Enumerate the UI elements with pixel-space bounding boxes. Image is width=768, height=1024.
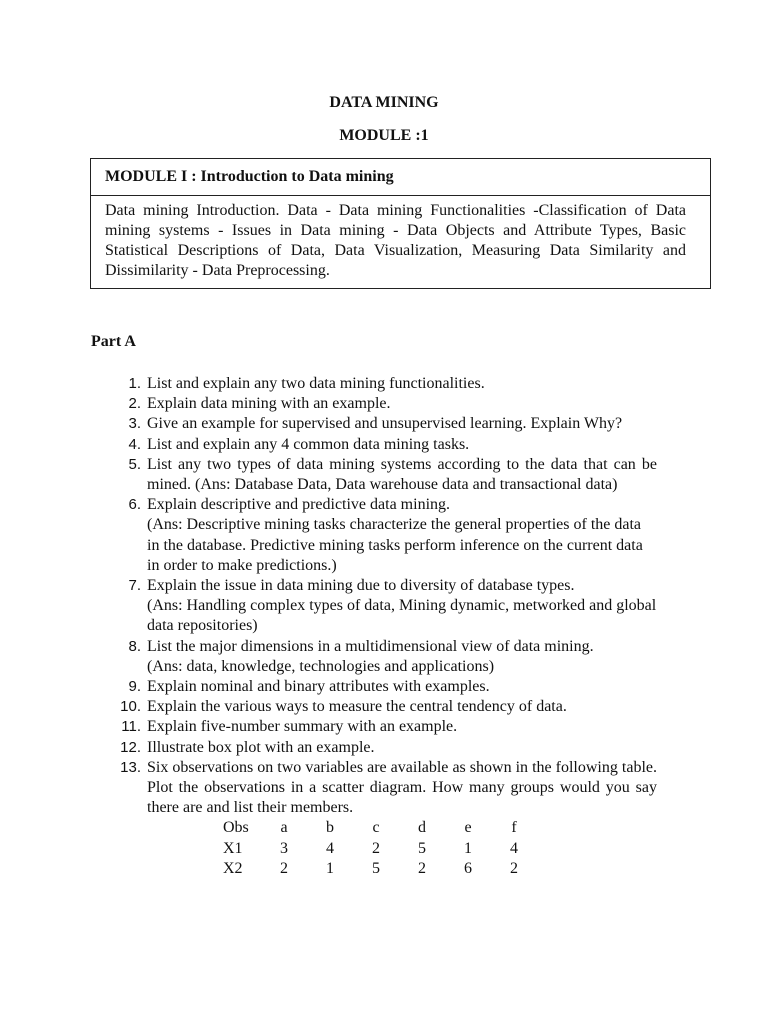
question-text <box>147 637 657 677</box>
question-item <box>91 738 657 758</box>
part-a-heading: Part A <box>91 333 136 350</box>
question-number: 8. <box>128 637 141 655</box>
question-text: Explain five-number summary with an example. <box>147 718 458 736</box>
table-cell: e <box>464 819 472 837</box>
table-cell: f <box>511 819 517 837</box>
question-item <box>91 455 657 495</box>
question-text: List and explain any 4 common data mining tasks. <box>147 435 470 453</box>
table-cell: 4 <box>326 839 334 857</box>
question-item <box>91 394 657 414</box>
question-text <box>147 576 657 637</box>
question-item <box>91 495 657 576</box>
question-number: 3. <box>128 415 141 433</box>
table-cell: 2 <box>280 859 288 877</box>
question-number: 11. <box>121 718 141 736</box>
table-cell: 1 <box>464 839 472 857</box>
document-title: DATA MINING <box>329 94 439 111</box>
question-prompt: Explain the issue in data mining due to diversity of database types. <box>147 577 575 595</box>
question-number: 6. <box>128 496 141 514</box>
table-cell: 2 <box>418 859 426 877</box>
question-item <box>91 717 657 737</box>
question-item <box>91 576 657 637</box>
table-cell: 6 <box>464 859 472 877</box>
table-cell: b <box>326 819 334 837</box>
question-number: 4. <box>128 435 141 453</box>
question-text: Explain data mining with an example. <box>147 395 391 413</box>
question-prompt: Explain descriptive and predictive data mining. <box>147 496 451 514</box>
module-description: Data mining Introduction. Data - Data mining Functionalities -Classification of Data mining systems - Issues in Data mining - Data Objects and Attribute Types, Basic Statistical Descriptions of Data, Data Visualization, Measuring Data Similarity and Dissimilarity - Data Preprocessing. <box>105 202 686 279</box>
question-number: 10. <box>120 698 141 716</box>
table-cell: 4 <box>510 839 518 857</box>
table-cell: c <box>372 819 380 837</box>
observation-header-row <box>223 818 537 838</box>
question-answer: (Ans: Descriptive mining tasks characterize the general properties of the data in the database. Predictive mining tasks perform inference on the current data in order to make predictions.) <box>147 516 643 574</box>
question-number: 13. <box>120 758 141 776</box>
module-number-title: MODULE :1 <box>339 127 429 144</box>
question-text: Explain nominal and binary attributes with examples. <box>147 678 490 696</box>
observation-table <box>223 818 537 879</box>
question-number: 9. <box>128 678 141 696</box>
question-text: Explain the various ways to measure the central tendency of data. <box>147 698 567 716</box>
question-number: 1. <box>128 375 141 392</box>
question-list <box>91 374 657 879</box>
question-item <box>91 435 657 455</box>
observation-row <box>223 839 537 859</box>
module-heading: MODULE I : Introduction to Data mining <box>91 159 710 196</box>
table-cell: 2 <box>372 839 380 857</box>
question-item <box>91 414 657 434</box>
question-answer: (Ans: Handling complex types of data, Mining dynamic, metworked and global data repositories) <box>147 597 657 635</box>
table-cell: 1 <box>326 859 334 877</box>
question-item <box>91 697 657 717</box>
table-cell: 5 <box>372 859 380 877</box>
question-text: List and explain any two data mining functionalities. <box>147 375 485 392</box>
question-item <box>91 758 657 879</box>
question-item <box>91 677 657 697</box>
table-cell: d <box>418 819 426 837</box>
question-text <box>147 495 657 576</box>
question-number: 12. <box>120 738 141 756</box>
table-cell: X1 <box>223 839 243 857</box>
question-number: 7. <box>128 577 141 595</box>
table-cell: 2 <box>510 859 518 877</box>
question-text: Give an example for supervised and unsupervised learning. Explain Why? <box>147 415 623 433</box>
question-item <box>91 374 657 394</box>
table-cell: X2 <box>223 859 243 877</box>
question-text <box>147 758 657 879</box>
question-prompt: Six observations on two variables are available as shown in the following table. Plot the observations in a scatter diagram. How many groups would you say there are and list their members. <box>147 758 657 817</box>
table-cell: 5 <box>418 839 426 857</box>
question-number: 5. <box>128 455 141 473</box>
table-cell: 3 <box>280 839 288 857</box>
question-item <box>91 637 657 677</box>
question-text: Illustrate box plot with an example. <box>147 738 375 756</box>
observation-row <box>223 859 537 879</box>
table-cell: Obs <box>223 819 249 837</box>
question-prompt: List the major dimensions in a multidimensional view of data mining. <box>147 637 594 655</box>
question-text: List any two types of data mining systems according to the data that can be mined. (Ans: Database Data, Data warehouse data and transactional data) <box>147 455 657 494</box>
question-answer: (Ans: data, knowledge, technologies and applications) <box>147 657 495 675</box>
table-cell: a <box>280 819 288 837</box>
module-summary-table <box>90 158 711 289</box>
question-number: 2. <box>128 395 141 413</box>
